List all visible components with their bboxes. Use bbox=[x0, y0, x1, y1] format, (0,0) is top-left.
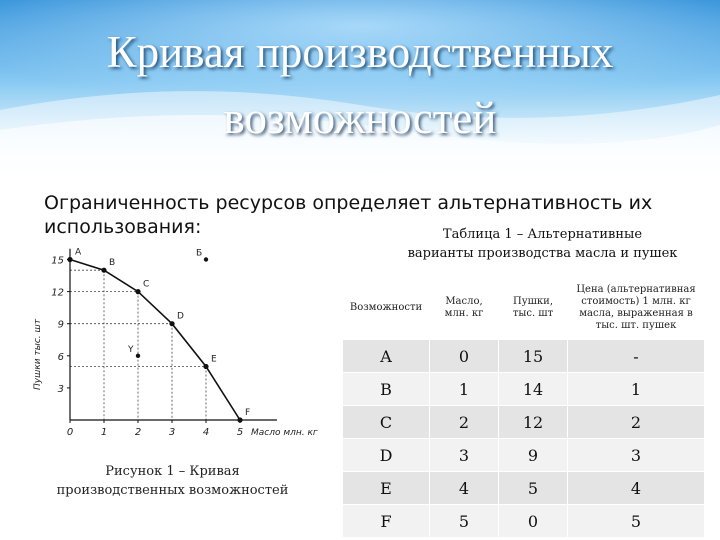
x-tick-label: 1 bbox=[100, 427, 108, 438]
table-row bbox=[343, 439, 705, 472]
header-cell: Возможности bbox=[343, 277, 430, 340]
y-tick-label: 9 bbox=[57, 319, 64, 331]
x-tick-label: 5 bbox=[236, 427, 244, 438]
data-point bbox=[169, 321, 174, 326]
table-caption-line-2: варианты производства масла и пушек bbox=[407, 246, 678, 261]
extra-point-label: Б bbox=[196, 248, 203, 259]
table-header-row bbox=[343, 277, 705, 340]
y-tick-label: 3 bbox=[57, 383, 64, 395]
table-caption bbox=[380, 225, 705, 263]
table-cell: 4 bbox=[430, 472, 499, 505]
table-cell: - bbox=[568, 340, 705, 373]
alternatives-table bbox=[342, 276, 705, 538]
table-cell: 5 bbox=[430, 505, 499, 538]
table-cell: 9 bbox=[499, 439, 568, 472]
table-cell: 2 bbox=[568, 406, 705, 439]
table-row bbox=[343, 340, 705, 373]
header-cell: Цена (альтернативная стоимость) 1 млн. кг масла, выраженная в тыс. шт. пушек bbox=[568, 277, 705, 340]
x-tick-label: 3 bbox=[168, 427, 176, 438]
y-tick-label: 6 bbox=[57, 351, 64, 363]
table-cell: F bbox=[343, 505, 430, 538]
table-cell: 4 bbox=[568, 472, 705, 505]
table-cell: 5 bbox=[568, 505, 705, 538]
figure-caption-line-1: Рисунок 1 – Кривая bbox=[105, 464, 240, 479]
table-cell: 3 bbox=[568, 439, 705, 472]
ppf-curve bbox=[70, 260, 240, 421]
title-line-2: возможностей bbox=[223, 93, 497, 143]
point-label: B bbox=[109, 258, 116, 269]
extra-point bbox=[136, 354, 140, 358]
table-cell: A bbox=[343, 340, 430, 373]
table-cell: D bbox=[343, 439, 430, 472]
table-cell: 12 bbox=[499, 406, 568, 439]
point-label: F bbox=[245, 408, 251, 418]
header-cell: Масло, млн. кг bbox=[430, 277, 499, 340]
data-point bbox=[135, 289, 140, 294]
table-cell: 2 bbox=[430, 406, 499, 439]
table-cell: 5 bbox=[499, 472, 568, 505]
title-line-1: Кривая производственных bbox=[106, 27, 614, 77]
table-cell: B bbox=[343, 373, 430, 406]
header-cell: Пушки, тыс. шт bbox=[499, 277, 568, 340]
x-axis-label: Масло млн. кг bbox=[251, 428, 318, 438]
table-row bbox=[343, 373, 705, 406]
data-points bbox=[67, 248, 250, 423]
y-tick-label: 12 bbox=[51, 287, 64, 299]
intro-text-line-2: использования: bbox=[44, 216, 202, 238]
y-tick-label: 15 bbox=[51, 255, 64, 267]
table-cell: C bbox=[343, 406, 430, 439]
ppf-chart bbox=[28, 247, 328, 450]
intro-text-line-1: Ограниченность ресурсов определяет альтернативность их bbox=[44, 192, 653, 214]
table-cell: 3 bbox=[430, 439, 499, 472]
x-tick-label: 2 bbox=[134, 427, 142, 438]
table-cell: 0 bbox=[430, 340, 499, 373]
point-label: E bbox=[211, 354, 217, 365]
table-cell: 15 bbox=[499, 340, 568, 373]
data-point bbox=[101, 268, 106, 273]
x-tick-label: 0 bbox=[66, 427, 74, 438]
point-label: A bbox=[75, 247, 82, 258]
figure-caption-line-2: производственных возможностей bbox=[56, 483, 289, 498]
table-row bbox=[343, 505, 705, 538]
table-row bbox=[343, 472, 705, 505]
table-cell: 1 bbox=[430, 373, 499, 406]
figure-caption bbox=[30, 462, 315, 500]
table-cell: 14 bbox=[499, 373, 568, 406]
table-cell: E bbox=[343, 472, 430, 505]
extra-point-label: Y bbox=[128, 344, 134, 355]
extra-point bbox=[204, 257, 208, 261]
table-cell: 0 bbox=[499, 505, 568, 538]
x-tick-label: 4 bbox=[202, 427, 210, 438]
table-row bbox=[343, 406, 705, 439]
table-caption-line-1: Таблица 1 – Альтернативные bbox=[442, 227, 643, 242]
y-axis-label: Пушки тыс. шт bbox=[33, 319, 43, 390]
point-label: C bbox=[143, 279, 150, 290]
title-banner bbox=[0, 0, 720, 178]
table-cell: 1 bbox=[568, 373, 705, 406]
point-label: D bbox=[177, 311, 184, 322]
data-point bbox=[203, 364, 208, 369]
page-title bbox=[0, 26, 720, 144]
